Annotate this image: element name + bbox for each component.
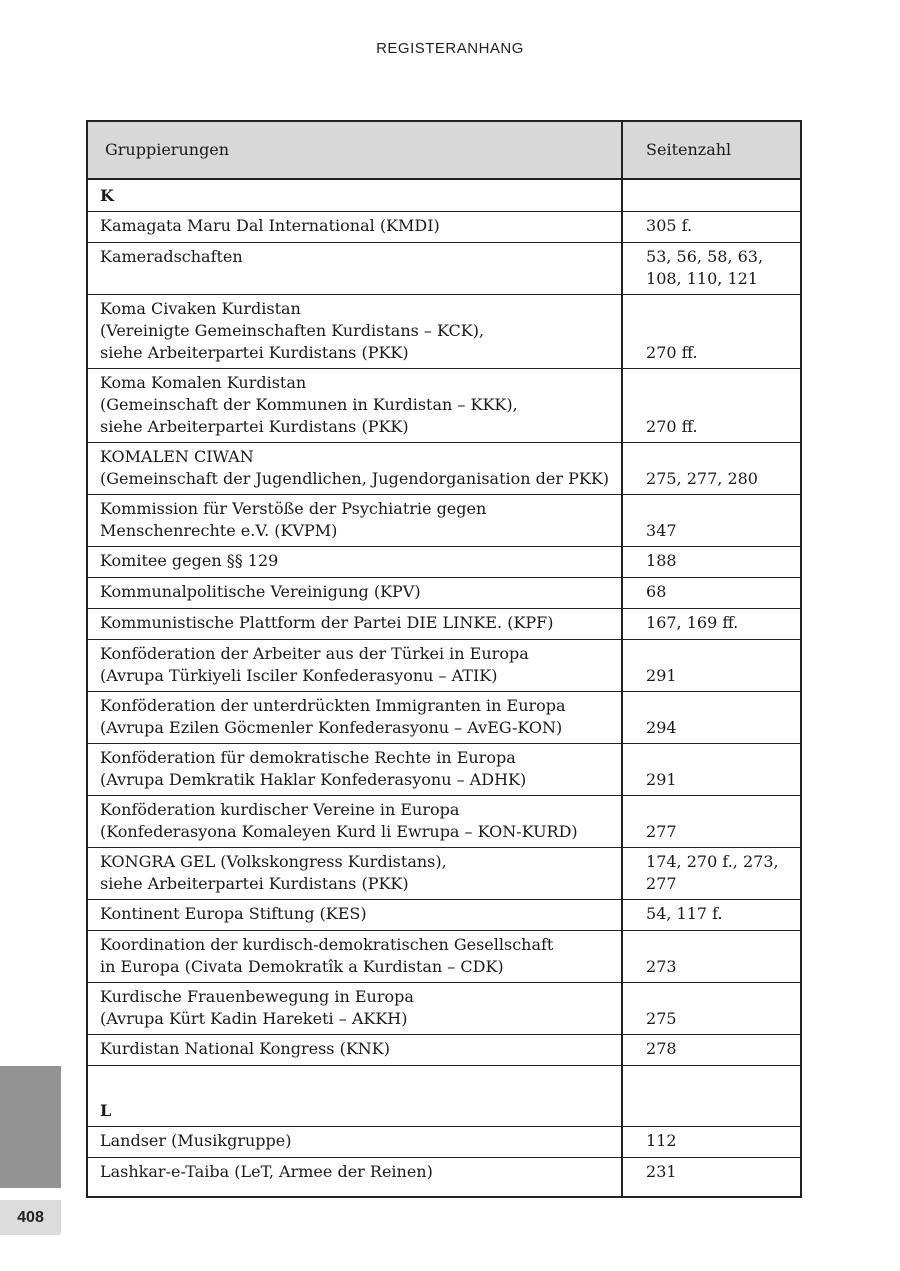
table-row: [87, 211, 801, 242]
page-references: 278: [622, 1034, 801, 1065]
page-references: 291: [622, 639, 801, 691]
group-name: [87, 294, 622, 368]
group-name-line: KOMALEN CIWAN: [100, 446, 254, 466]
table-row: [87, 743, 801, 795]
group-name: [87, 847, 622, 899]
page-references: 112: [622, 1126, 801, 1157]
table-row: [87, 847, 801, 899]
letter-section-row: [87, 179, 801, 211]
page-references: [622, 179, 801, 211]
table-row: [87, 930, 801, 982]
table-row: [87, 795, 801, 847]
group-name-line: Kommunalpolitische Vereinigung (KPV): [100, 581, 421, 601]
group-name-line: Konföderation der unterdrückten Immigranten in Europa: [100, 695, 566, 715]
page-references: [622, 1065, 801, 1126]
group-name-line: siehe Arbeiterpartei Kurdistans (PKK): [100, 873, 409, 893]
group-name: [87, 982, 622, 1034]
group-name-line: Konföderation kurdischer Vereine in Europa: [100, 799, 460, 819]
group-name: [87, 211, 622, 242]
table-header-row: [87, 121, 801, 179]
section-letter: [87, 1065, 622, 1126]
group-name: [87, 577, 622, 608]
group-name-line: (Gemeinschaft der Jugendlichen, Jugendorganisation der PKK): [100, 468, 610, 488]
group-name: [87, 639, 622, 691]
group-name-line: (Avrupa Kürt Kadin Hareketi – AKKH): [100, 1008, 408, 1028]
group-name-line: Koma Civaken Kurdistan: [100, 298, 301, 318]
table-row: [87, 546, 801, 577]
register-table: [86, 120, 802, 1198]
group-name-line: Kamagata Maru Dal International (KMDI): [100, 215, 440, 235]
group-name-line: (Avrupa Ezilen Göcmenler Konfederasyonu – AvEG-KON): [100, 717, 563, 737]
group-name-line: Koordination der kurdisch-demokratischen Gesellschaft: [100, 934, 554, 954]
table-row: [87, 608, 801, 639]
group-name-line: Kameradschaften: [100, 246, 243, 266]
page-references: 291: [622, 743, 801, 795]
group-name-line: Komitee gegen §§ 129: [100, 550, 279, 570]
page-references: 273: [622, 930, 801, 982]
page-number: 408: [0, 1200, 61, 1235]
page-references: 294: [622, 691, 801, 743]
page-references: 275, 277, 280: [622, 442, 801, 494]
table-row: [87, 639, 801, 691]
letter-section-row: [87, 1065, 801, 1126]
table-row: [87, 1034, 801, 1065]
group-name: [87, 368, 622, 442]
page-references: 68: [622, 577, 801, 608]
group-name-line: siehe Arbeiterpartei Kurdistans (PKK): [100, 416, 409, 436]
table-row: [87, 577, 801, 608]
group-name: [87, 743, 622, 795]
page-references: 231: [622, 1157, 801, 1197]
group-name-line: (Gemeinschaft der Kommunen in Kurdistan – KKK),: [100, 394, 518, 414]
group-name: [87, 930, 622, 982]
column-header-groups: Gruppierungen: [87, 121, 622, 179]
page-references: 188: [622, 546, 801, 577]
column-header-pages: Seitenzahl: [622, 121, 801, 179]
group-name-line: Landser (Musikgruppe): [100, 1130, 292, 1150]
group-name-line: Kontinent Europa Stiftung (KES): [100, 903, 367, 923]
page-references: 270 ff.: [622, 368, 801, 442]
group-name: [87, 1034, 622, 1065]
group-name-line: (Avrupa Türkiyeli Isciler Konfederasyonu – ATIK): [100, 665, 498, 685]
group-name: [87, 1157, 622, 1197]
group-name-line: (Avrupa Demkratik Haklar Konfederasyonu – ADHK): [100, 769, 527, 789]
group-name-line: Koma Komalen Kurdistan: [100, 372, 307, 392]
group-name-line: (Konfederasyona Komaleyen Kurd li Ewrupa – KON-KURD): [100, 821, 578, 841]
page-references: 54, 117 f.: [622, 899, 801, 930]
table-row: [87, 494, 801, 546]
page-references: 275: [622, 982, 801, 1034]
group-name-line: Menschenrechte e.V. (KVPM): [100, 520, 338, 540]
table-row: [87, 242, 801, 294]
page-references: 347: [622, 494, 801, 546]
group-name: [87, 442, 622, 494]
page-references: 277: [622, 795, 801, 847]
page-references: 167, 169 ff.: [622, 608, 801, 639]
page-references: 305 f.: [622, 211, 801, 242]
group-name-line: in Europa (Civata Demokratîk a Kurdistan – CDK): [100, 956, 504, 976]
group-name: [87, 691, 622, 743]
group-name-line: KONGRA GEL (Volkskongress Kurdistans),: [100, 851, 447, 871]
page-references: 53, 56, 58, 63, 108, 110, 121: [622, 242, 801, 294]
section-letter: [87, 179, 622, 211]
group-name-line: K: [100, 185, 114, 205]
group-name-line: siehe Arbeiterpartei Kurdistans (PKK): [100, 342, 409, 362]
running-head: REGISTERANHANG: [376, 40, 524, 57]
group-name-line: Lashkar-e-Taiba (LeT, Armee der Reinen): [100, 1161, 433, 1181]
group-name-line: Konföderation der Arbeiter aus der Türkei in Europa: [100, 643, 529, 663]
group-name-line: L: [100, 1100, 112, 1120]
group-name-line: Kommission für Verstöße der Psychiatrie gegen: [100, 498, 487, 518]
table-row: [87, 1157, 801, 1197]
table-row: [87, 1126, 801, 1157]
group-name-line: Kurdische Frauenbewegung in Europa: [100, 986, 414, 1006]
group-name-line: Kurdistan National Kongress (KNK): [100, 1038, 390, 1058]
page-references: 270 ff.: [622, 294, 801, 368]
group-name: [87, 494, 622, 546]
table-row: [87, 368, 801, 442]
group-name-line: (Vereinigte Gemeinschaften Kurdistans – KCK),: [100, 320, 485, 340]
group-name: [87, 242, 622, 294]
table-row: [87, 899, 801, 930]
group-name: [87, 899, 622, 930]
page-references: 174, 270 f., 273, 277: [622, 847, 801, 899]
group-name: [87, 1126, 622, 1157]
group-name-line: Kommunistische Plattform der Partei DIE LINKE. (KPF): [100, 612, 554, 632]
table-row: [87, 442, 801, 494]
group-name: [87, 546, 622, 577]
group-name: [87, 608, 622, 639]
table-row: [87, 294, 801, 368]
group-name: [87, 795, 622, 847]
table-row: [87, 982, 801, 1034]
group-name-line: Konföderation für demokratische Rechte in Europa: [100, 747, 516, 767]
thumb-index-tab: [0, 1066, 61, 1188]
table-row: [87, 691, 801, 743]
